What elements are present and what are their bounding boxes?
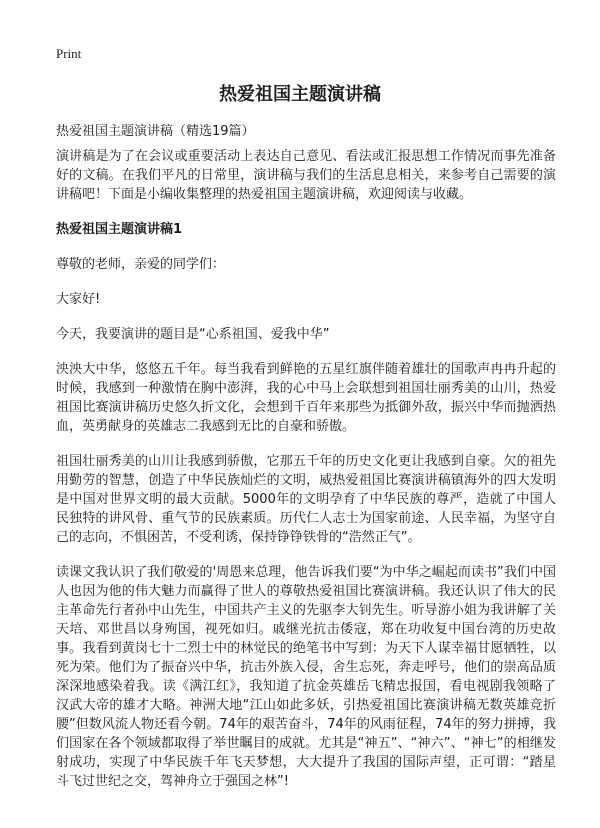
- print-link[interactable]: Print: [56, 46, 82, 61]
- intro-paragraph: 演讲稿是为了在会议或重要活动上表达自己意见、看法或汇报思想工作情况而事先准备好的文稿。在我们平凡的日常里，演讲稿与我们的生活息息相关，来参考自己需要的演讲稿吧！下面是小编收集整理的热爱祖国主题演讲稿，欢迎阅读与收藏。: [56, 149, 556, 202]
- topic-paragraph: 今天，我要演讲的题目是“心系祖国、爱我中华”: [56, 327, 330, 342]
- subtitle: 热爱祖国主题演讲稿（精选19篇）: [56, 124, 255, 139]
- body-paragraph-1: 泱泱大中华，悠悠五千年。每当我看到鲜艳的五星红旗伴随着雄壮的国歌声冉冉升起的时候，我感到一种激情在胸中澎湃，我的心中马上会联想到祖国壮丽秀美的山川，热爱祖国比赛演讲稿历史悠久折文化，会想到千百年来那些为抵御外敌，振兴中华而抛洒热血，英勇献身的英雄志二我感到无比的自豪和骄傲。: [56, 362, 556, 434]
- hello-paragraph: 大家好!: [56, 292, 101, 307]
- body-paragraph-2: 祖国壮丽秀美的山川让我感到骄傲，它那五千年的历史文化更让我感到自豪。欠的祖先用勤劳的智慧，创造了中华民族灿烂的文明，威热爱祖国比赛演讲稿镇海外的四大发明是中国对世界文明的最大贡献。5000年的文明孕育了中华民族的尊严，造就了中国人民独特的讲风骨、重气节的民族素质。历代仁人志士为国家前途、人民幸福，为坚守自己的志向，不惧困苦，不受利诱，保持铮铮铁骨的“浩然正气”。: [56, 454, 556, 545]
- article-body: [56, 147, 556, 807]
- greeting-paragraph: 尊敬的老师，亲爱的同学们：: [56, 257, 226, 272]
- body-paragraph-3: 读课文我认识了我们敬爱的'周恩来总理，他告诉我们要“为中华之崛起而读书”我们中国人也因为他的伟大魅力而赢得了世人的尊敬热爱祖国比赛演讲稿。我还认识了伟大的民主革命先行者孙中山先生，中国共产主义的先驱李大钊先生。听导游小姐为我讲解了关天培、邓世昌以身殉国，视死如归。戚继光抗击倭寇，郑在功收复中国台湾的历史故事。我看到黄岗七十二烈士中的林觉民的绝笔书中写到：为天下人谋幸福甘愿牺牲，以死为荣。他们为了振奋兴中华，抗击外族入侵，舍生忘死，奔走呼号，他们的崇高品质深深地感染着我。读《满江红》，我知道了抗金英雄岳飞精忠报国，看电视剧我领略了汉武大帝的雄才大略。神洲大地“江山如此多妖，引热爱祖国比赛演讲稿无数英雄竞折腰”但数风流人物还看今朝。74年的艰苦奋斗，74年的风雨征程，74年的努力拼搏，我们国家在各个领域都取得了举世瞩目的成就。尤其是“神五”、“神六”、“神七”的相继发射成功，实现了中华民族千年飞天梦想，大大提升了我国的国际声望，正可谓：“踏星斗飞过世纪之交，驾神舟立于强国之林”!: [56, 565, 556, 789]
- page-title: 热爱祖国主题演讲稿: [219, 84, 381, 105]
- section-heading: 热爱祖国主题演讲稿1: [56, 222, 183, 237]
